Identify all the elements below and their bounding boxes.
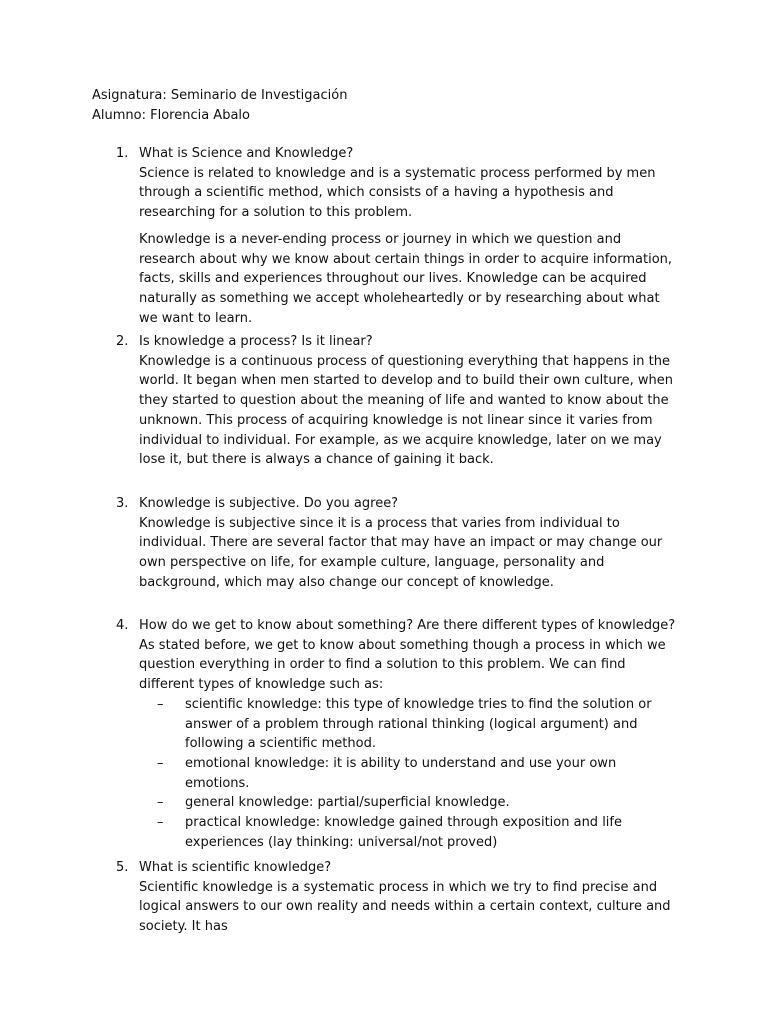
item-question: Knowledge is subjective. Do you agree? [139, 496, 399, 511]
bullet-text: practical knowledge: knowledge gained through exposition and life experiences (lay thinking: universal/not proved) [185, 815, 622, 850]
list-item [116, 858, 678, 937]
item-question: Is knowledge a process? Is it linear? [139, 334, 373, 349]
item-paragraph: Scientific knowledge is a systematic process in which we try to find precise and logical answers to our own reality and needs within a certain context, culture and society. It has [139, 879, 671, 935]
bullet-item [139, 813, 678, 852]
item-number: 3. [116, 496, 129, 511]
item-paragraph: Knowledge is a never-ending process or journey in which we question and research about why we know about certain things in order to acquire information, facts, skills and experiences throughout our lives. Knowledge can be acquired naturally as something we accept wholeheartedly or by researching about what we want to learn. [139, 231, 673, 326]
item-paragraph: As stated before, we get to know about something though a process in which we question everything in order to find a solution to this problem. We can find different types of knowledge such as: [139, 637, 666, 693]
bullet-item [139, 793, 678, 813]
item-number: 2. [116, 334, 129, 349]
item-question: How do we get to know about something? Are there different types of knowledge? [139, 618, 676, 633]
bullet-item [139, 695, 678, 754]
item-content [139, 858, 678, 937]
list-item [116, 332, 678, 470]
item-content [139, 332, 678, 470]
item-number: 4. [116, 618, 129, 633]
subject-line: Asignatura: Seminario de Investigación [92, 88, 348, 103]
dash-bullet: – [157, 755, 164, 771]
bullet-text: scientific knowledge: this type of knowledge tries to find the solution or answer of a problem through rational thinking (logical argument) and following a scientific method. [185, 696, 652, 752]
bullet-text: emotional knowledge: it is ability to understand and use your own emotions. [185, 755, 617, 791]
item-paragraph: Knowledge is subjective since it is a process that varies from individual to individual. There are several factor that may have an impact or may change our own perspective on life, for example culture, language, personality and background, which may also change our concept of knowledge. [139, 515, 663, 590]
item-question: What is scientific knowledge? [139, 860, 332, 875]
document-header [92, 86, 347, 126]
item-content [139, 616, 678, 852]
knowledge-types-list [139, 695, 678, 853]
list-item [116, 494, 678, 593]
item-content [139, 494, 678, 593]
student-line: Alumno: Florencia Abalo [92, 108, 250, 123]
dash-bullet: – [157, 795, 164, 811]
item-paragraph: Science is related to knowledge and is a systematic process performed by men through a scientific method, which consists of a having a hypothesis and researching for a solution to this problem. [139, 165, 656, 221]
item-content [139, 144, 678, 328]
dash-bullet: – [157, 696, 164, 712]
item-number: 5. [116, 860, 129, 875]
dash-bullet: – [157, 815, 164, 831]
list-item [116, 144, 678, 328]
bullet-item [139, 754, 678, 793]
bullet-text: general knowledge: partial/superficial knowledge. [185, 795, 510, 811]
item-paragraph: Knowledge is a continuous process of questioning everything that happens in the world. It began when men started to develop and to build their own culture, when they started to question about the meaning of life and wanted to know about the unknown. This process of acquiring knowledge is not linear since it varies from individual to individual. For example, as we acquire knowledge, later on we may lose it, but there is always a chance of gaining it back. [139, 353, 673, 468]
item-question: What is Science and Knowledge? [139, 146, 354, 161]
list-item [116, 616, 678, 852]
item-number: 1. [116, 146, 129, 161]
